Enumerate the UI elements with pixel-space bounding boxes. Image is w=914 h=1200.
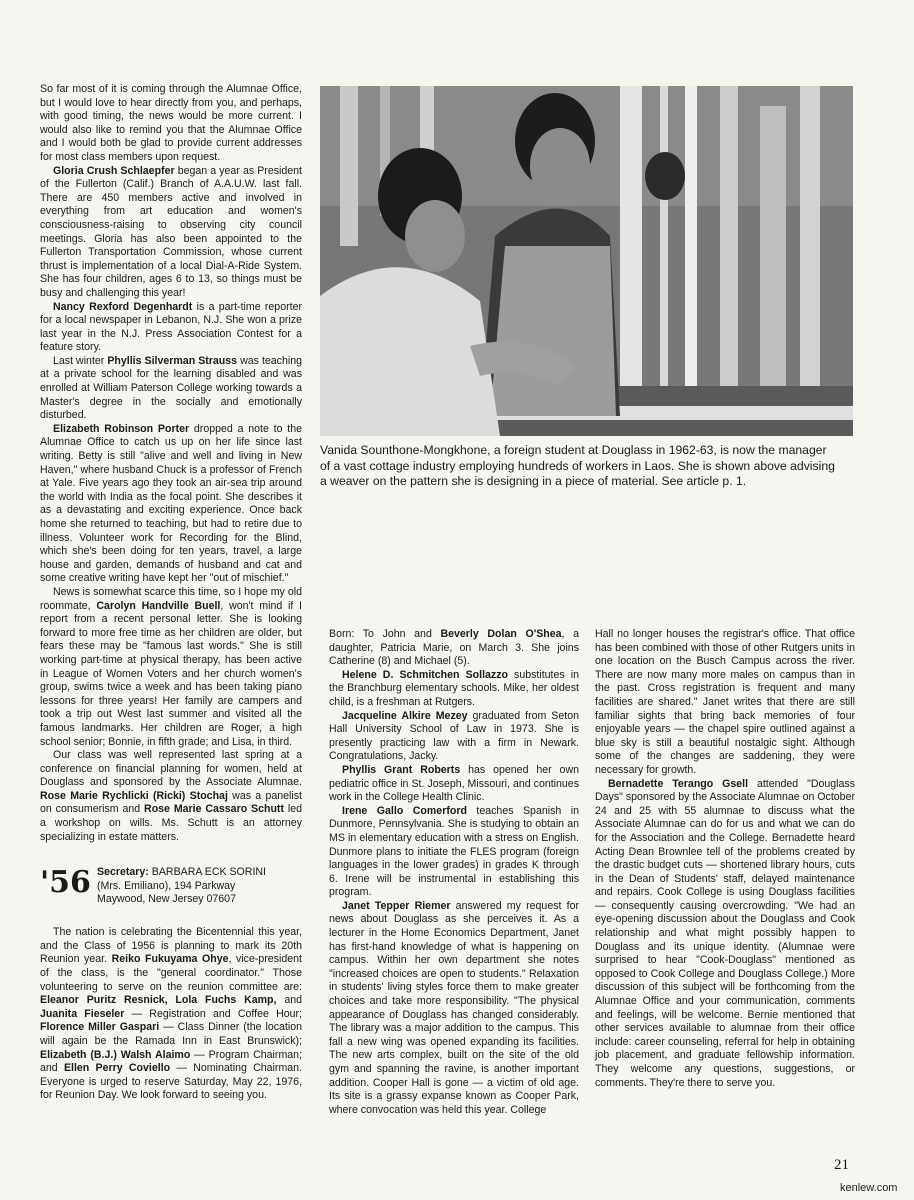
- paragraph: Bernadette Terango Gsell attended "Douglass Days" sponsored by the Associate Alumnae on October 24 and 25 with 55 alumnae to discuss what the Associate Alumnae can do for us and what we can do for the Association and the College. Bernadette heard Acting Dean Brownlee tell of the problems created by the drastic budget cuts — shortened library hours, cuts in the Dean of Students' staff, delayed maintenance and repairs. Cook College is using Douglass facilities — consequently causing overcrowding. "We had an eye-opening discussion about the Douglass and Cook relationship and what might possibly happen to Douglass and its unique identity. (Alumnae were surprised to hear "Cook-Douglass" mentioned as opposed to Cook College and Douglass College.) More discussion of this subject will be forthcoming from the Alumnae Office and your communication, comments and feelings, will be welcome. Bernie mentioned that other services available to alumnae from their office include: career counseling, referral for help in obtaining job placement, and graduate fellowship information. They welcome any questions, suggestions, or comments. They're there to serve you.: [595, 777, 855, 1089]
- paragraph: News is somewhat scarce this time, so I hope my old roommate, Carolyn Handville Buell, won't mind if I report from a recent personal letter. She is looking forward to more free time as her children are older, but fears these may be "famous last words." She is still working part-time at physical therapy, has been active in League of Women Voters and her church women's group, swims twice a week and has been taking piano lessons for three years! Her family are campers and took a trip out West last summer and visited all the famous landmarks. Her children are Roger, a high school senior; Bonnie, in fifth grade; and Lisa, in third.: [40, 585, 303, 748]
- secretary-info: [97, 866, 302, 907]
- photo-weavers: [320, 86, 853, 436]
- paragraph: Elizabeth Robinson Porter dropped a note to the Alumnae Office to catch us up on her life since last writing. Betty is still "alive and well and living in New Haven," where husband Chuck is a professor of French at Yale. Five years ago they took an air-sea trip around the world with India as the focal point. She describes it as a devastating and exciting experience. Once back home she returned to teaching, but had to retire due to illness. Volunteer work for Recording for the Blind, which she's been doing for ten years, travel, a large house and garden, demands of husband and cat and some creative writing have kept her "out of mischief.": [40, 422, 302, 585]
- weaving-photo-image: [320, 86, 853, 436]
- secretary-label: Secretary:: [97, 866, 149, 879]
- paragraph: So far most of it is coming through the Alumnae Office, but I would love to hear directly from you, and perhaps, with good timing, the news would be more current. I would also like to remind you that the Alumnae Office and I would both be glad to provide current addresses for most class members upon request.: [40, 83, 302, 163]
- watermark: kenlew.com: [840, 1182, 898, 1194]
- paragraph: Gloria Crush Schlaepfer began a year as President of the Fullerton (Calif.) Branch of A.A.U.W. last fall. There are 450 members active and involved in everything from art education and women's consciousness-raising to observing city council meetings. Gloria has also been appointed to the Fullerton Transportation Commission, whose current thrust is implementation of a local Dial-A-Ride System. She has four children, ages 6 to 13, so things must be busy and challenging this year!: [40, 164, 302, 299]
- paragraph: Jacqueline Alkire Mezey graduated from Seton Hall University School of Law in 1973. She is presently practicing law with a firm in Newark. Congratulations, Jacky.: [329, 709, 579, 763]
- paragraph: The nation is celebrating the Bicentennial this year, and the Class of 1956 is planning to mark its 20th Reunion year. Reiko Fukuyama Ohye, vice-president of the class, is the "general coordinator." Those volunteering to serve on the reunion committee are: Eleanor Puritz Resnick, Lola Fuchs Kamp, and Juanita Fieseler — Registration and Coffee Hour; Florence Miller Gaspari — Class Dinner (the location will again be the Ramada Inn in East Brunswick); Elizabeth (B.J.) Walsh Alaimo — Program Chairman; and Ellen Perry Coviello — Nominating Chairman. Everyone is urged to reserve Saturday, May 22, 1976, for Reunion Day. We look forward to seeing you.: [40, 926, 302, 1102]
- paragraph: Last winter Phyllis Silverman Strauss was teaching at a private school for the learning disabled and was enrolled at William Paterson College working towards a Master's degree in the socially and emotionally disturbed.: [40, 354, 303, 422]
- paragraph: Hall no longer houses the registrar's office. That office has been combined with those of other Rutgers units in one location on the Busch Campus across the river. There are now many more males on campus than in the past. Cross registration is frequent and many facilities are shared." Janet writes that there are still familiar sights that bring back memories of four enjoyable years — the chapel spire outlined against a blue sky is still a beautiful nostalgic sight. Although some of the changes are saddening, they were necessary for growth.: [595, 628, 855, 776]
- secretary-address-line2: Maywood, New Jersey 07607: [97, 893, 236, 906]
- paragraph: Janet Tepper Riemer answered my request for news about Douglass as she perceives it. As a lecturer in the Home Economics Department, Janet has first-hand knowledge of what is happening on campus. Within her own department she notes "increased choices are open to students." Relaxation in students' living styles force them to make greater choices and take more responsibility. "The physical appearance of Douglass has changed considerably. The library was a major addition to the campus. This fall a new wing was opened expanding its facilities. The new arts complex, built on the site of the old gym and spanning the ravine, is another important addition. Cooper Hall is gone — a victim of old age. Its site is a grassy expanse known as Cooper Park, where convocation was held this year. College: [329, 899, 579, 1116]
- paragraph: Born: To John and Beverly Dolan O'Shea, a daughter, Patricia Marie, on March 3. She joins Catherine (8) and Michael (5).: [329, 628, 579, 668]
- secretary-name: BARBARA ECK SORINI: [151, 866, 266, 879]
- paragraph: Irene Gallo Comerford teaches Spanish in Dunmore, Pennsylvania. She is studying to obtain an MS in elementary education with a stress on English. Dunmore plans to initiate the FLES program (foreign languages in the lower grades) in grades K through 6. Irene will be instrumental in establishing this program.: [329, 804, 579, 899]
- column-right: [595, 628, 855, 1090]
- paragraph: Helene D. Schmitchen Sollazzo substitutes in the Branchburg elementary schools. Mike, her oldest child, is a freshman at Rutgers.: [329, 668, 579, 708]
- column-middle: [329, 628, 579, 1117]
- paragraph: Phyllis Grant Roberts has opened her own pediatric office in St. Joseph, Missouri, and continues work in the College Health Clinic.: [329, 763, 579, 804]
- column-left: [40, 83, 302, 1103]
- page-number: 21: [834, 1157, 849, 1173]
- paragraph: Our class was well represented last spring at a conference on financial planning for women, held at Douglass and sponsored by the Associate Alumnae. Rose Marie Rychlicki (Ricki) Stochaj was a panelist on consumerism and Rose Marie Cassaro Schutt led a workshop on wills. Ms. Schutt is an attorney specializing in estate matters.: [40, 749, 302, 843]
- class-year: '56: [40, 865, 91, 901]
- class-56-header: [40, 866, 302, 924]
- secretary-address-line1: (Mrs. Emiliano), 194 Parkway: [97, 879, 236, 892]
- paragraph: Nancy Rexford Degenhardt is a part-time reporter for a local newspaper in Lebanon, N.J. She won a prize last year in the N.J. Press Association Contest for a feature story.: [40, 300, 302, 354]
- photo-caption: Vanida Sounthone-Mongkhone, a foreign student at Douglass in 1962-63, is now the manager of a vast cottage industry employing hundreds of workers in Laos. She is shown above advising a weaver on the pattern she is designing in a piece of material. See article p. 1.: [320, 443, 835, 489]
